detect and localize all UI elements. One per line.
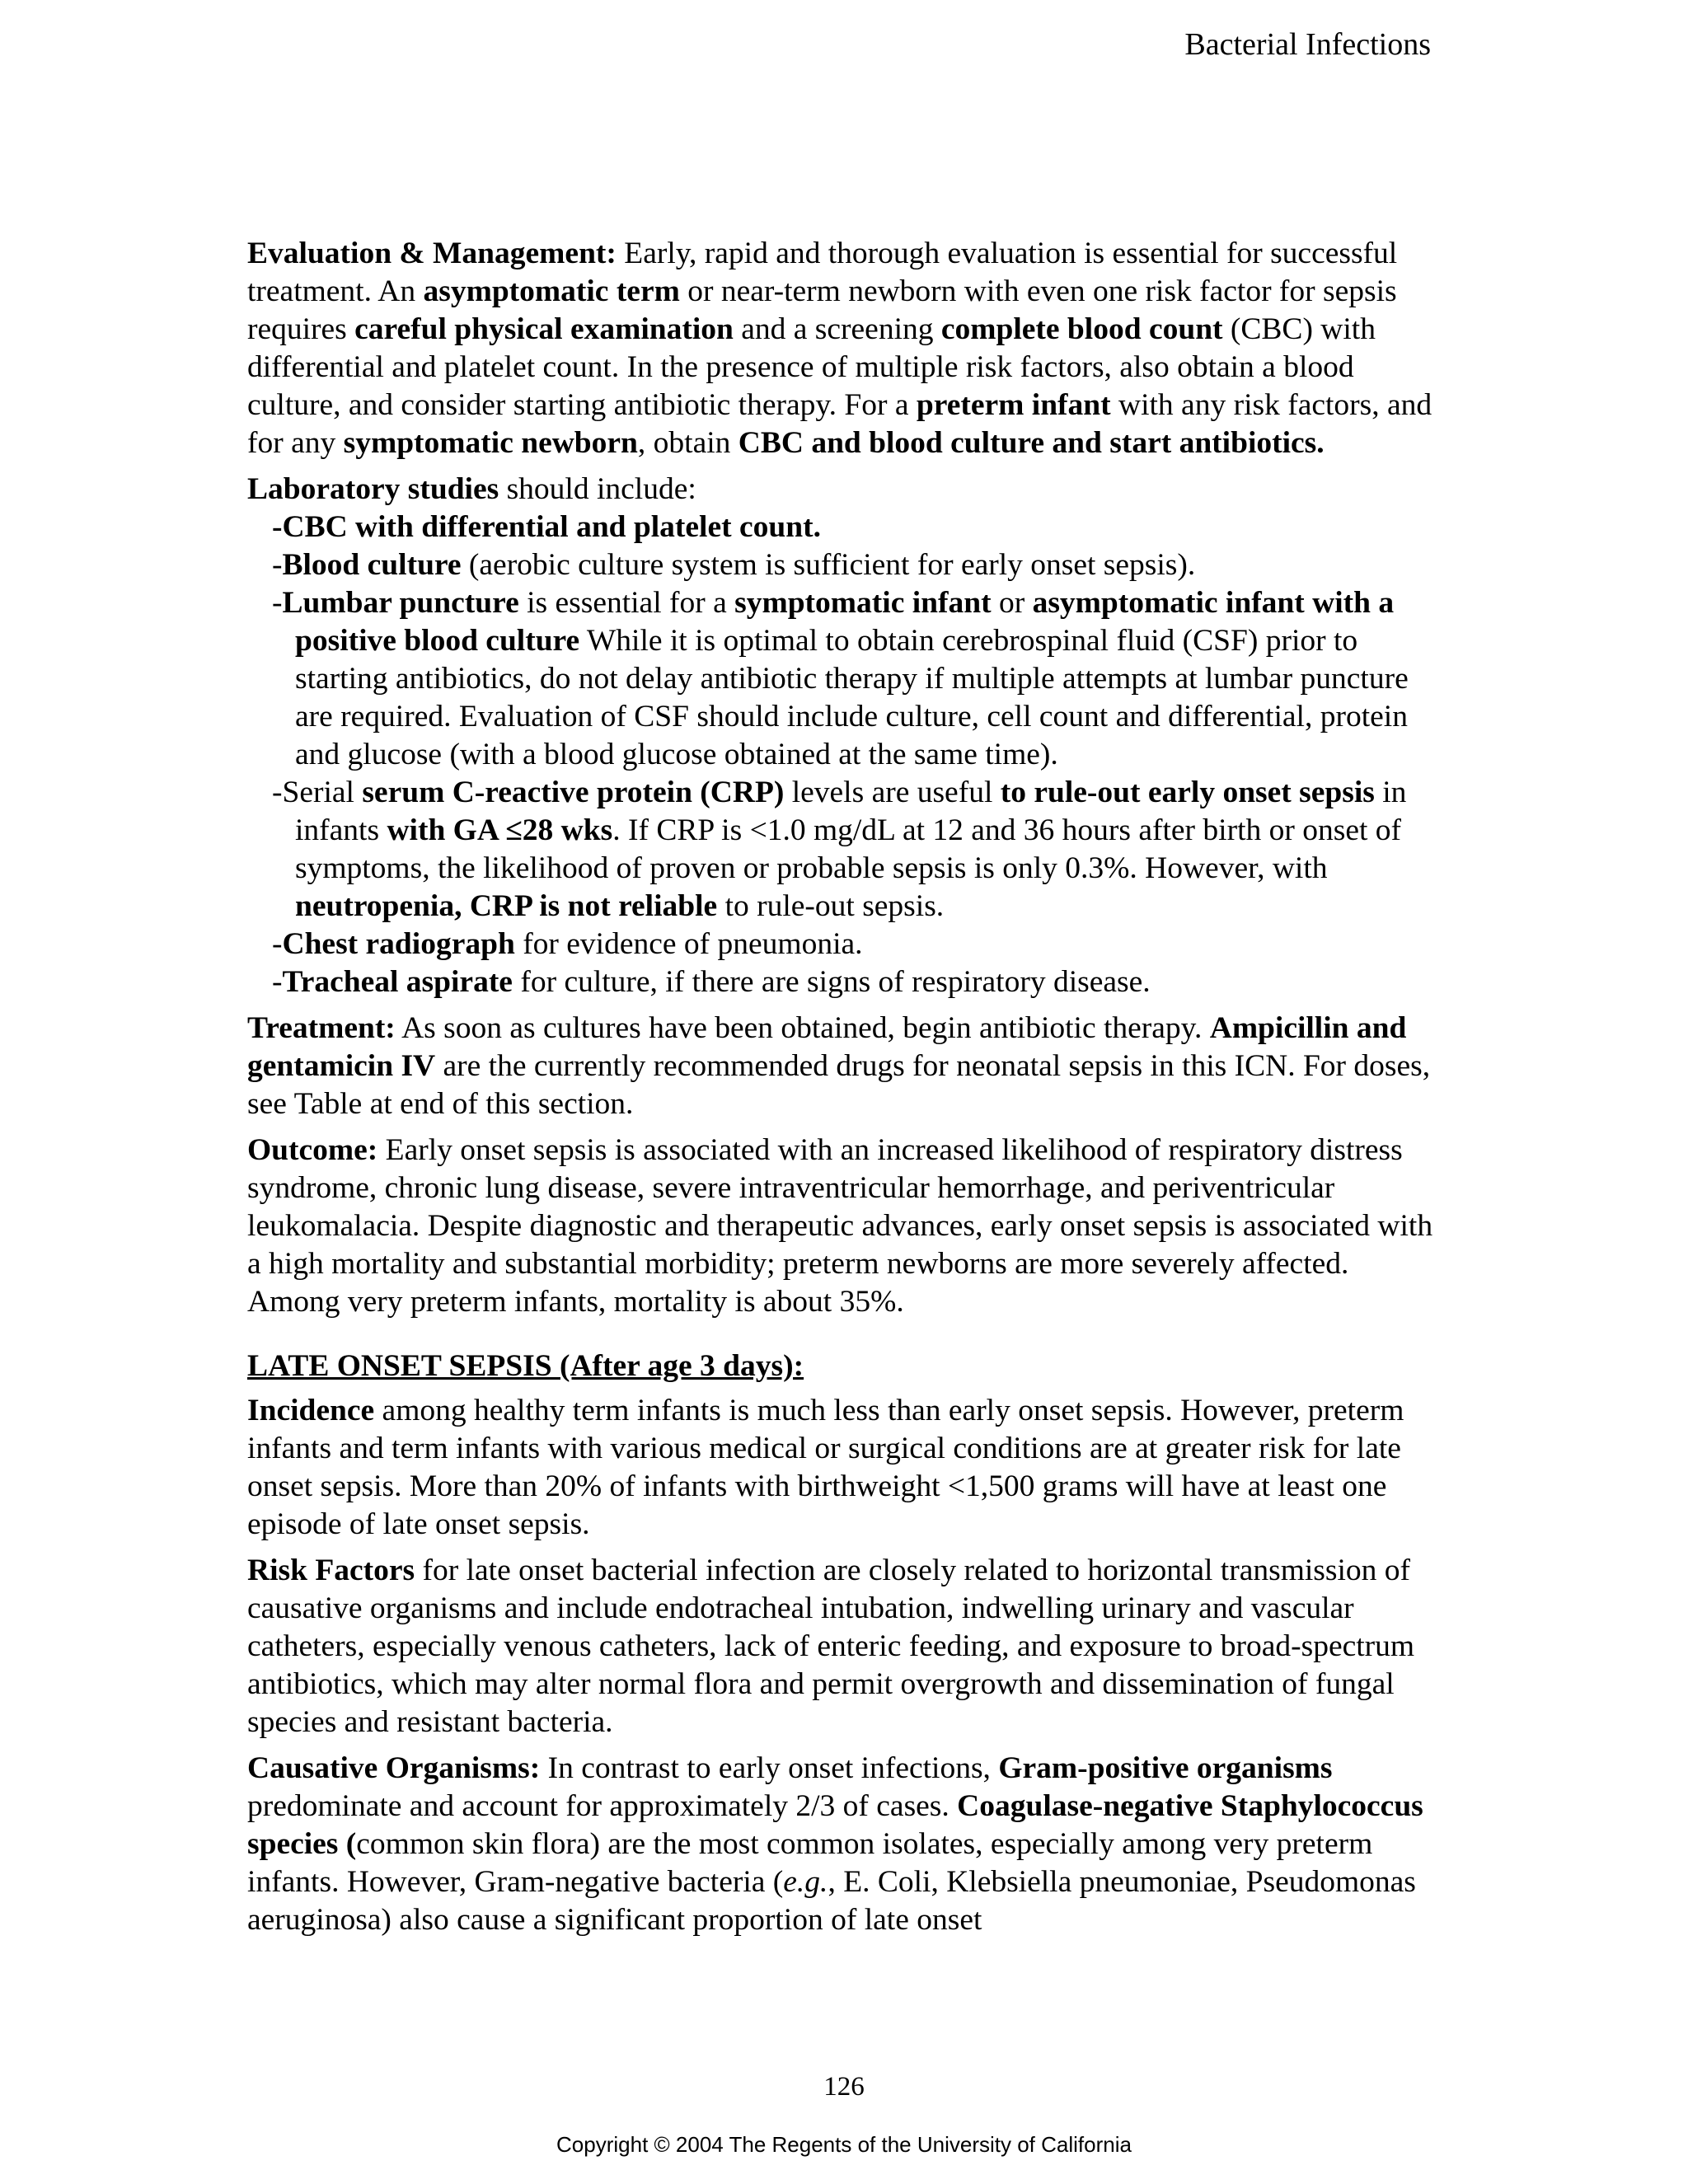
- evaluation-management-label: Evaluation & Management:: [247, 237, 617, 270]
- treatment-paragraph: Treatment: As soon as cultures have been obtained, begin antibiotic therapy. Ampicillin and gentamicin IV are the currently recommended drugs for neonatal sepsis in this ICN. For doses, see Table at end of this section.: [247, 1011, 1431, 1121]
- outcome-label: Outcome:: [247, 1133, 378, 1167]
- incidence-label: Incidence: [247, 1394, 375, 1427]
- page-number: 126: [823, 2072, 865, 2102]
- laboratory-studies-intro: Laboratory studies should include:: [247, 472, 696, 506]
- outcome-paragraph: Outcome: Early onset sepsis is associated with an increased likelihood of respiratory distress syndrome, chronic lung disease, severe intraventricular hemorrhage, and periventricular leukomalacia. Despite diagnostic and therapeutic advances, early onset sepsis is associated with a high mortality and substantial morbidity; preterm newborns are more severely affected. Among very preterm infants, mortality is about 35%.: [247, 1133, 1433, 1319]
- running-header: Bacterial Infections: [1184, 27, 1431, 62]
- lab-item-blood-culture: -Blood culture (aerobic culture system is sufficient for early onset sepsis).: [272, 548, 1196, 582]
- risk-factors-label: Risk Factors: [247, 1554, 415, 1587]
- causative-organisms-label: Causative Organisms:: [247, 1751, 541, 1785]
- late-onset-sepsis-heading: LATE ONSET SEPSIS (After age 3 days):: [247, 1349, 804, 1383]
- lab-item-tracheal-aspirate: -Tracheal aspirate for culture, if there are signs of respiratory disease.: [272, 965, 1151, 999]
- causative-organisms-paragraph: Causative Organisms: In contrast to early onset infections, Gram-positive organisms predominate and account for approximately 2/3 of cases. Coagulase-negative Staphylococcus species (common skin flora) are the most common isolates, especially among very preterm infants. However, Gram-negative bacteria (e.g., E. Coli, Klebsiella pneumoniae, Pseudomonas aeruginosa) also cause a significant proportion of late onset: [247, 1751, 1423, 1937]
- incidence-paragraph: Incidence among healthy term infants is much less than early onset sepsis. However, preterm infants and term infants with various medical or surgical conditions are at greater risk for late onset sepsis. More than 20% of infants with birthweight <1,500 grams will have at least one episode of late onset sepsis.: [247, 1394, 1404, 1541]
- page-body: [247, 235, 1434, 1939]
- laboratory-studies-label: Laboratory studies: [247, 472, 499, 506]
- lab-item-lumbar-puncture: -Lumbar puncture is essential for a symptomatic infant or asymptomatic infant with a positive blood culture While it is optimal to obtain cerebrospinal fluid (CSF) prior to starting antibiotics, do not delay antibiotic therapy if multiple attempts at lumbar puncture are required. Evaluation of CSF should include culture, cell count and differential, protein and glucose (with a blood glucose obtained at the same time).: [272, 586, 1409, 771]
- lab-item-cbc: -CBC with differential and platelet count.: [272, 510, 821, 544]
- risk-factors-paragraph: Risk Factors for late onset bacterial infection are closely related to horizontal transmission of causative organisms and include endotracheal intubation, indwelling urinary and vascular catheters, especially venous catheters, lack of enteric feeding, and exposure to broad-spectrum antibiotics, which may alter normal flora and permit overgrowth and dissemination of fungal species and resistant bacteria.: [247, 1554, 1415, 1739]
- evaluation-management-paragraph: Evaluation & Management: Early, rapid and thorough evaluation is essential for successful treatment. An asymptomatic term or near-term newborn with even one risk factor for sepsis requires careful physical examination and a screening complete blood count (CBC) with differential and platelet count. In the presence of multiple risk factors, also obtain a blood culture, and consider starting antibiotic therapy. For a preterm infant with any risk factors, and for any symptomatic newborn, obtain CBC and blood culture and start antibiotics.: [247, 237, 1432, 460]
- lab-item-chest-radiograph: -Chest radiograph for evidence of pneumonia.: [272, 927, 863, 961]
- lab-item-crp: -Serial serum C-reactive protein (CRP) levels are useful to rule-out early onset sepsis in infants with GA ≤28 wks. If CRP is <1.0 mg/dL at 12 and 36 hours after birth or onset of symptoms, the likelihood of proven or probable sepsis is only 0.3%. However, with neutropenia, CRP is not reliable to rule-out sepsis.: [272, 776, 1407, 923]
- treatment-label: Treatment:: [247, 1011, 396, 1045]
- copyright-notice: Copyright © 2004 The Regents of the University of California: [556, 2132, 1132, 2157]
